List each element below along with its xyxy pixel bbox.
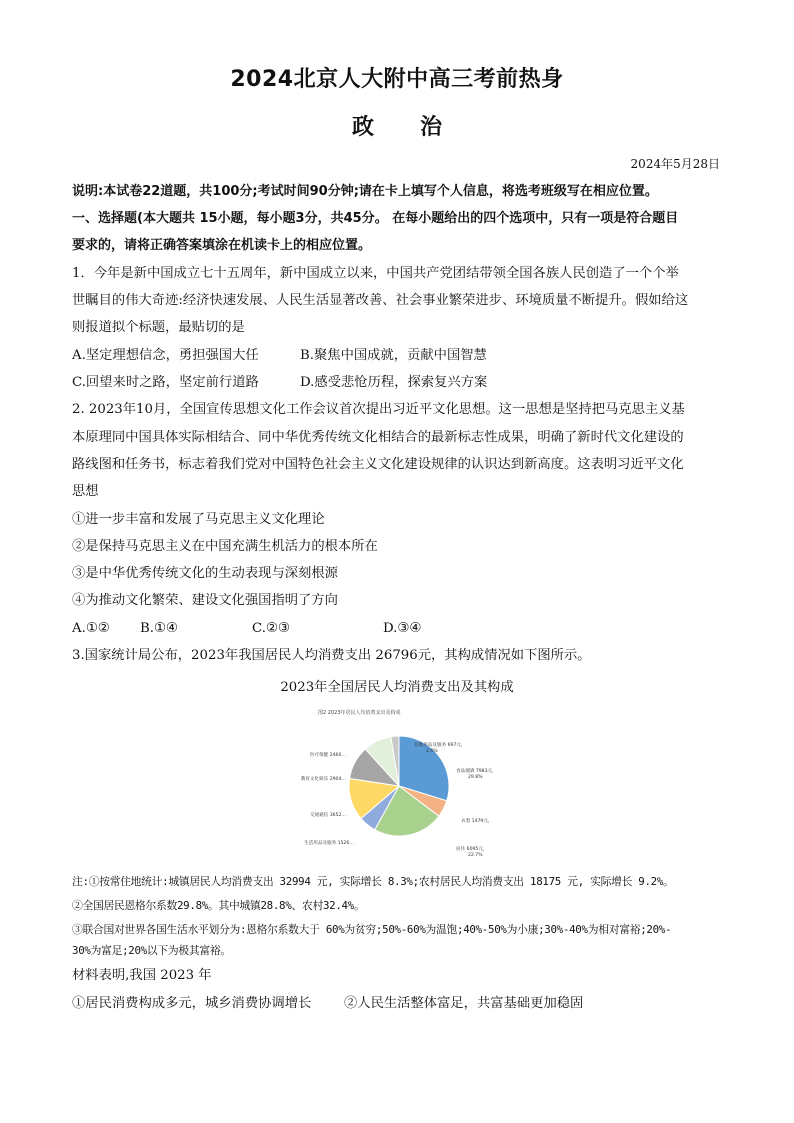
- q1-option-c: C.回望来时之路，坚定前行道路: [72, 375, 259, 390]
- pie-label-5: 交通通信 3652…: [309, 813, 346, 818]
- figure-caption: 图2 2023年居民人均消费支出及构成: [318, 710, 401, 716]
- q3-note3b: 30%为富足;20%以下为极其富裕。: [72, 944, 231, 957]
- q2-item2: ②是保持马克思主义在中国充满生机活力的根本所在: [72, 539, 378, 554]
- q2-line2: 本原理同中国具体实际相结合、同中华优秀传统文化相结合的最新标志性成果，明确了新时代文化建设的: [72, 430, 684, 445]
- pie-label-6: 教育文化娱乐 2904…: [300, 777, 346, 782]
- pie-label-3: 居住 6095元，: [456, 847, 488, 852]
- q1-line3: 则报道拟个标题，最贴切的是: [72, 320, 245, 335]
- pie-label-7: 医疗保健 2460…: [309, 753, 346, 758]
- pie-label-2: 衣着 1479元，: [461, 819, 493, 824]
- q2-item3: ③是中华优秀传统文化的生动表现与深刻根源: [72, 566, 338, 581]
- q3-note1: 注:①按常住地统计:城镇居民人均消费支出 32994 元, 实际增长 8.3%;农村居民人均消费支出 18175 元, 实际增长 9.2%。: [72, 875, 674, 888]
- q2-item4: ④为推动文化繁荣、建设文化强国指明了方向: [72, 593, 338, 608]
- section-heading-line2: 要求的，请将正确答案填涂在机读卡上的相应位置。: [72, 238, 372, 253]
- q2-option-d: D.③④: [383, 621, 422, 636]
- q3-note3a: ③联合国对世界各国生活水平划分为:恩格尔系数大于 60%为贫穷;50%-60%为温饱;40%-50%为小康;30%-40%为相对富裕;20%-: [72, 923, 672, 936]
- q2-item1: ①进一步丰富和发展了马克思主义文化理论: [72, 512, 325, 527]
- q3-line1: 3.国家统计局公布，2023年我国居民人均消费支出 26796元，其构成情况如下图所示。: [72, 648, 591, 663]
- pie-percent-8: 2.6%: [426, 749, 438, 754]
- q2-option-b: B.①④: [140, 621, 178, 636]
- q1-line1: 1．今年是新中国成立七十五周年，新中国成立以来，中国共产党团结带领全国各族人民创造了一个个举: [72, 266, 679, 281]
- q1-line2: 世瞩目的伟大奇迹:经济快速发展、人民生活显著改善、社会事业繁荣进步、环境质量不断提升。假如给这: [72, 293, 689, 308]
- q3-note2: ②全国居民恩格尔系数29.8%。其中城镇28.8%、农村32.4%。: [72, 899, 365, 912]
- pie-percent-1: 29.8%: [468, 775, 483, 780]
- q2-line3: 路线图和任务书，标志着我们党对中国特色社会主义文化建设规律的认识达到新高度。这表明习近平文化: [72, 457, 684, 472]
- q2-line1: 2. 2023年10月，全国宣传思想文化工作会议首次提出习近平文化思想。这一思想是坚持把马克思主义基: [72, 402, 685, 417]
- pie-label-4: 生活用品及服务 1526…: [304, 841, 354, 846]
- q2-option-c: C.②③: [252, 621, 290, 636]
- q2-line4: 思想: [72, 484, 99, 499]
- section-heading-line1: 一、选择题(本大题共 15小题，每小题3分，共45分。 在每小题给出的四个选项中，只有一项是符合题目: [72, 211, 679, 226]
- q3-item1: ①居民消费构成多元，城乡消费协调增长: [72, 996, 312, 1011]
- q3-material: 材料表明,我国 2023 年: [72, 968, 212, 983]
- q3-item2: ②人民生活整体富足，共富基础更加稳固: [344, 996, 584, 1011]
- subject-title: 政治: [351, 115, 488, 140]
- exam-title: 2024北京人大附中高三考前热身: [230, 67, 564, 92]
- q1-option-d: D.感受悲怆历程，探索复兴方案: [300, 375, 488, 390]
- consumption-pie-chart: [280, 700, 520, 865]
- q1-option-a: A.坚定理想信念，勇担强国大任: [72, 348, 259, 363]
- instructions: 说明:本试卷22道题，共100分;考试时间90分钟;请在卡上填写个人信息，将选考班级写在相应位置。: [72, 184, 658, 199]
- pie-label-8: 其他用品及服务 697元，: [414, 743, 466, 748]
- q1-option-b: B.聚焦中国成就，贡献中国智慧: [300, 348, 487, 363]
- pie-label-1: 食品烟酒 7983元，: [456, 769, 497, 774]
- pie-percent-3: 22.7%: [468, 853, 483, 858]
- chart-title: 2023年全国居民人均消费支出及其构成: [280, 680, 514, 695]
- exam-date: 2024年5月28日: [630, 157, 720, 171]
- q2-option-a: A.①②: [72, 621, 110, 636]
